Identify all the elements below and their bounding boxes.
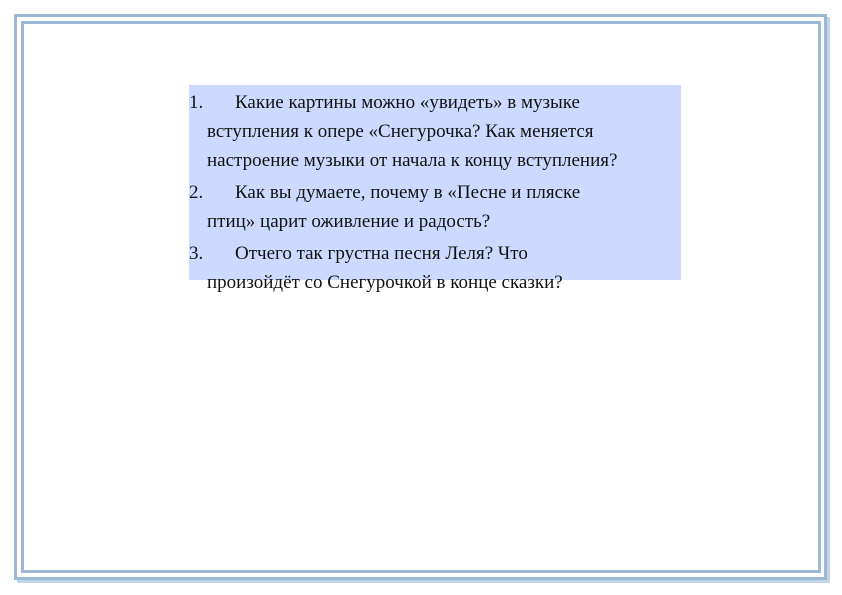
question-line: Как вы думаете, почему в «Песне и пляске (235, 182, 581, 203)
question-line: вступления к опере «Снегурочка? Как меняется (207, 121, 594, 142)
question-number: 1. (189, 92, 204, 113)
question-item-3 (189, 239, 681, 297)
question-line: Отчего так грустна песня Леля? Что (235, 243, 528, 264)
frame-shadow-bottom (17, 580, 830, 583)
question-number: 3. (189, 243, 204, 264)
question-line: настроение музыки от начала к концу вступления? (207, 150, 618, 171)
question-item-1 (189, 88, 681, 175)
questions-text-box (189, 85, 681, 293)
question-line: Какие картины можно «увидеть» в музыке (235, 92, 580, 113)
question-line: произойдёт со Снегурочкой в конце сказки? (207, 272, 563, 293)
question-line: птиц» царит оживление и радость? (207, 211, 491, 232)
frame-shadow-right (827, 17, 830, 583)
questions-list (189, 88, 681, 297)
question-item-2 (189, 178, 681, 236)
question-number: 2. (189, 182, 204, 203)
